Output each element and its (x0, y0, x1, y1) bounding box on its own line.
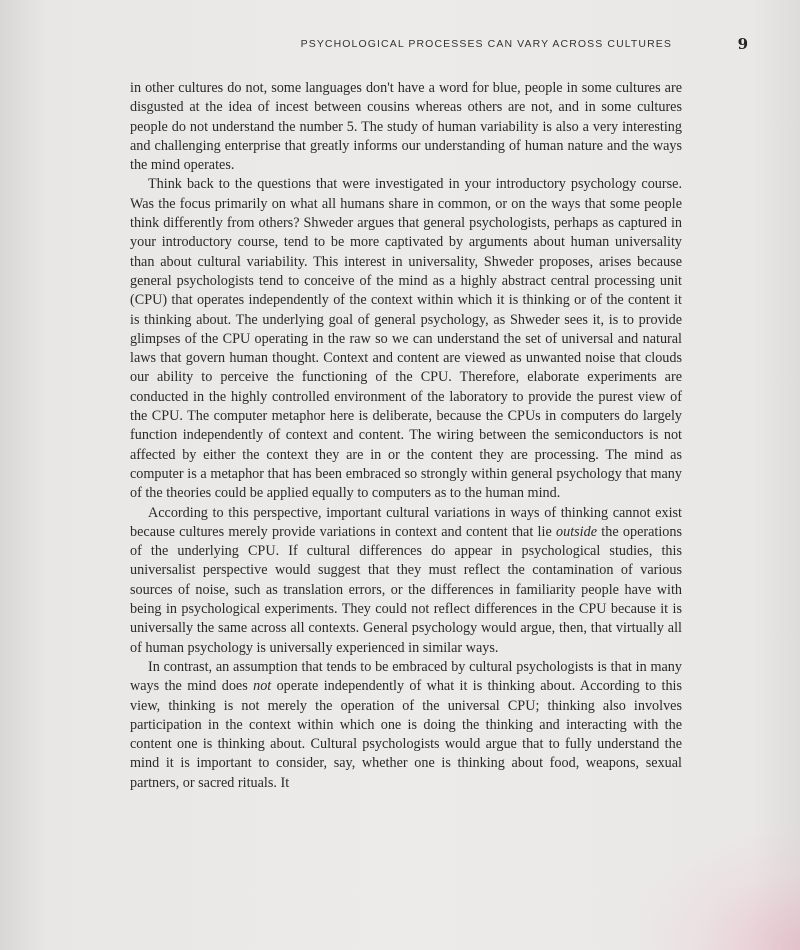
emphasis-outside: outside (556, 523, 598, 540)
paragraph-3 (130, 504, 682, 658)
paragraph-2: Think back to the questions that were investigated in your introductory psychology course. Was the focus primarily on what all humans share in common, or on the ways that some people think differently from others? Shweder argues that general psychologists, perhaps as captured in your introductory course, tend to be more captivated by arguments about human universality than about cultural variability. This interest in universality, Shweder proposes, arises because general psychologists tend to conceive of the mind as a highly abstract central processing unit (CPU) that operates independently of the context within which it is thinking or of the content it is thinking about. The underlying goal of general psychology, as Shweder sees it, is to provide glimpses of the CPU operating in the raw so we can understand the set of universal and natural laws that govern human thought. Context and content are viewed as unwanted noise that clouds our ability to perceive the functioning of the CPU. Therefore, elaborate experiments are conducted in the highly controlled environment of the laboratory to provide the purest view of the CPU. The computer metaphor here is deliberate, because the CPUs in computers do largely function independently of context and content. The wiring between the semiconductors is not affected by either the context they are in or the content they are processing. The mind as computer is a metaphor that has been embraced so strongly within general psychology that many of the theories could be applied equally to computers as to the human mind. (130, 176, 682, 502)
body-text (130, 79, 682, 793)
emphasis-not: not (253, 678, 272, 695)
corner-tint (640, 830, 800, 950)
paragraph-3-part-b: the operations of the underlying CPU. If cultural differences do appear in psychological studies, this universalist perspective would suggest that they must reflect the contamination of various sources of noise, such as translation errors, or the differences in familiarity people have with being in psychological experiments. They could not reflect differences in the CPU because it is universally the same across all contexts. General psychology would argue, then, that virtually all of human psychology is universally experienced in similar ways. (130, 523, 682, 656)
page-header (0, 36, 800, 56)
paragraph-1: in other cultures do not, some languages don't have a word for blue, people in some cultures are disgusted at the idea of incest between cousins whereas others are not, and in some cultures people do not understand the number 5. The study of human variability is also a very interesting and challenging enterprise that greatly informs our understanding of human nature and the ways the mind operates. (130, 80, 682, 174)
paragraph-4 (130, 658, 682, 793)
page-number: 9 (737, 35, 748, 53)
paragraph-4-part-b: operate independently of what it is thinking about. According to this view, thinking is not merely the operation of the universal CPU; thinking also involves participation in the context within which one is doing the thinking and interacting with the content one is thinking about. Cultural psychologists would argue that to fully understand the mind it is important to consider, say, whether one is thinking about food, weapons, sexual partners, or sacred rituals. It (130, 678, 682, 791)
paragraph-4-part-a: In contrast, an assumption that tends to be embraced by cultural psychologists is that in many ways the mind does (130, 658, 682, 695)
paragraph-3-part-a: According to this perspective, important cultural variations in ways of thinking cannot exist because cultures merely provide variations in context and content that lie (130, 504, 682, 540)
running-head: PSYCHOLOGICAL PROCESSES CAN VARY ACROSS CULTURES (300, 38, 672, 50)
